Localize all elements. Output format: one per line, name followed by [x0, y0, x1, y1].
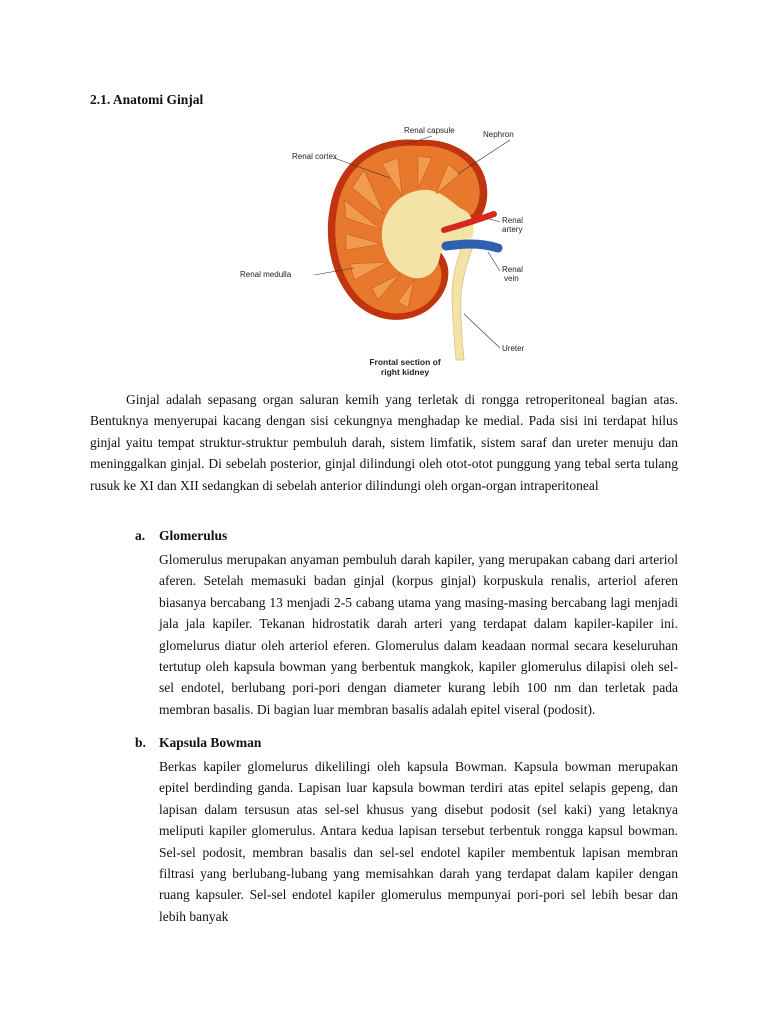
- item-a-title: Glomerulus: [159, 528, 228, 543]
- item-b-marker: b.: [135, 735, 146, 750]
- ureter-shape: [452, 240, 474, 360]
- renal-vein-shape: [446, 244, 498, 248]
- caption-line-1: Frontal section of: [369, 357, 441, 367]
- label-renal-vein-line2: vein: [504, 274, 519, 283]
- kidney-illustration: [232, 118, 542, 380]
- caption-line-2: right kidney: [380, 367, 430, 377]
- label-nephron: Nephron: [483, 130, 514, 139]
- label-renal-capsule: Renal capsule: [404, 126, 455, 135]
- label-renal-artery-line2: artery: [502, 225, 523, 234]
- label-renal-cortex: Renal cortex: [292, 152, 337, 161]
- item-a-marker: a.: [135, 528, 146, 543]
- item-b-body: Berkas kapiler glomelurus dikelilingi oleh kapsula Bowman. Kapsula bowman merupakan epitel berdinding ganda. Lapisan luar kapsula bowman terdiri atas epitel selapis gepeng, dan lapisan dalam tersusun atas sel-sel khusus yang disebut podosit (sel kaki) yang letaknya meliputi kapiler glomerulus. Antara kedua lapisan tersebut terbentuk rongga kapsul bowman. Sel-sel podosit, membran basalis dan sel-sel endotel kapiler membentuk lapisan membran filtrasi yang berlubang-lubang yang memisahkan darah yang terdapat dalam kapiler dengan ruang kapsuler. Sel-sel endotel kapiler glomerulus mempunyai pori-pori sel lebih besar dan lebih banyak: [159, 759, 678, 924]
- item-b-heading: [135, 735, 261, 751]
- label-renal-medulla: Renal medulla: [240, 270, 292, 279]
- figure-caption: [350, 357, 460, 377]
- label-renal-vein-line1: Renal: [502, 265, 523, 274]
- label-renal-artery-line1: Renal: [502, 216, 523, 225]
- item-a-heading: [135, 528, 227, 544]
- section-heading: 2.1. Anatomi Ginjal: [90, 92, 204, 107]
- label-ureter: Ureter: [502, 344, 525, 353]
- kidney-figure: [232, 118, 542, 380]
- intro-paragraph: Ginjal adalah sepasang organ saluran kemih yang terletak di rongga retroperitoneal bagian atas. Bentuknya menyerupai kacang dengan sisi cekungnya menghadap ke medial. Pada sisi ini terdapat hilus ginjal yaitu tempat struktur-struktur pembuluh darah, sistem limfatik, sistem saraf dan ureter menuju dan meninggalkan ginjal. Di sebelah posterior, ginjal dilindungi oleh otot-otot punggung yang tebal serta tulang rusuk ke XI dan XII sedangkan di sebelah anterior dilindungi oleh organ-organ intraperitoneal: [90, 392, 678, 493]
- item-b-title: Kapsula Bowman: [159, 735, 262, 750]
- item-a-body: Glomerulus merupakan anyaman pembuluh darah kapiler, yang merupakan cabang dari arteriol aferen. Setelah memasuki badan ginjal (korpus ginjal) korpuskula renalis, arteriol aferen biasanya bercabang 13 menjadi 2-5 cabang utama yang masing-masing bercabang lagi menjadi jala jala kapiler. Tekanan hidrostatik darah arteri yang terdapat dalam kapiler-kapiler ini. glomelurus diatur oleh arteriol eferen. Glomerulus dalam keadaan normal secara keseluruhan tertutup oleh kapsula bowman yang berbentuk mangkok, kapiler glomerulus dilapisi oleh sel-sel endotel, berlubang pori-pori dengan diameter kurang lebih 100 nm dan terletak pada membran basalis. Di bagian luar membran basalis adalah epitel viseral (podosit).: [159, 552, 678, 717]
